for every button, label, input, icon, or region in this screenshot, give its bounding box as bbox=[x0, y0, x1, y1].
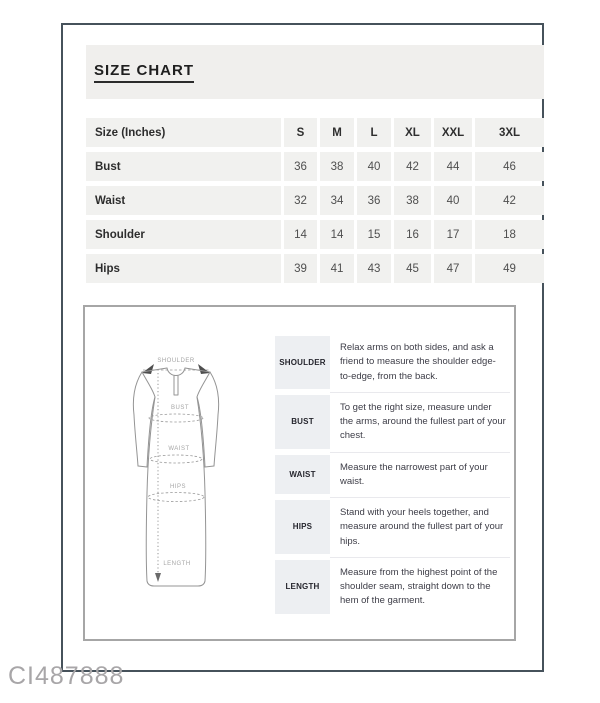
watermark-id: CI487888 bbox=[8, 662, 125, 690]
row-label-bust: Bust bbox=[86, 152, 281, 181]
hips-value: 49 bbox=[472, 254, 544, 283]
bust-value: 40 bbox=[354, 152, 391, 181]
instruction-row-shoulder bbox=[275, 333, 510, 392]
table-row-hips bbox=[86, 254, 544, 283]
hips-value: 47 bbox=[431, 254, 472, 283]
instruction-text: To get the right size, measure under the arms, around the fullest part of your chest. bbox=[330, 392, 510, 452]
size-col-3xl: 3XL bbox=[472, 118, 544, 147]
hips-value: 41 bbox=[317, 254, 354, 283]
instruction-row-length bbox=[275, 557, 510, 617]
waist-value: 36 bbox=[354, 186, 391, 215]
instruction-text: Measure from the highest point of the shoulder seam, straight down to the hem of the garment. bbox=[330, 557, 510, 617]
diagram-waist-label: WAIST bbox=[168, 446, 190, 452]
shoulder-value: 15 bbox=[354, 220, 391, 249]
instruction-label: HIPS bbox=[275, 500, 330, 554]
size-col-xl: XL bbox=[391, 118, 431, 147]
waist-value: 38 bbox=[391, 186, 431, 215]
row-label-hips: Hips bbox=[86, 254, 281, 283]
instruction-row-hips bbox=[275, 497, 510, 557]
bust-value: 36 bbox=[281, 152, 317, 181]
shoulder-value: 14 bbox=[317, 220, 354, 249]
bust-value: 44 bbox=[431, 152, 472, 181]
bust-value: 38 bbox=[317, 152, 354, 181]
diagram-hips-label: HIPS bbox=[169, 484, 187, 490]
instruction-label: LENGTH bbox=[275, 560, 330, 614]
instruction-label: WAIST bbox=[275, 455, 330, 495]
size-table-header-row bbox=[86, 118, 544, 147]
instruction-row-bust bbox=[275, 392, 510, 452]
bust-value: 42 bbox=[391, 152, 431, 181]
shoulder-value: 14 bbox=[281, 220, 317, 249]
hips-value: 45 bbox=[391, 254, 431, 283]
shoulder-value: 18 bbox=[472, 220, 544, 249]
diagram-length-label: LENGTH bbox=[163, 561, 191, 567]
dress-sketch-icon bbox=[130, 353, 230, 593]
measure-guide-panel bbox=[83, 305, 516, 641]
table-row-waist bbox=[86, 186, 544, 215]
diagram-bust-label: BUST bbox=[170, 405, 190, 411]
waist-value: 40 bbox=[431, 186, 472, 215]
size-col-s: S bbox=[281, 118, 317, 147]
size-col-xxl: XXL bbox=[431, 118, 472, 147]
diagram-shoulder-label: SHOULDER bbox=[157, 358, 195, 364]
chart-frame bbox=[61, 23, 544, 672]
bust-value: 46 bbox=[472, 152, 544, 181]
waist-value: 34 bbox=[317, 186, 354, 215]
row-label-waist: Waist bbox=[86, 186, 281, 215]
size-col-l: L bbox=[354, 118, 391, 147]
waist-value: 32 bbox=[281, 186, 317, 215]
hips-value: 43 bbox=[354, 254, 391, 283]
shoulder-value: 17 bbox=[431, 220, 472, 249]
shoulder-value: 16 bbox=[391, 220, 431, 249]
heading-band bbox=[86, 45, 544, 99]
table-row-shoulder bbox=[86, 220, 544, 249]
instruction-label: BUST bbox=[275, 395, 330, 449]
page-title: SIZE CHART bbox=[94, 62, 194, 83]
table-row-bust bbox=[86, 152, 544, 181]
size-col-m: M bbox=[317, 118, 354, 147]
row-label-shoulder: Shoulder bbox=[86, 220, 281, 249]
size-table-header-label: Size (Inches) bbox=[86, 118, 281, 147]
measure-instructions bbox=[275, 307, 514, 639]
instruction-row-waist bbox=[275, 452, 510, 498]
instruction-text: Measure the narrowest part of your waist. bbox=[330, 452, 510, 498]
size-table bbox=[86, 113, 544, 288]
hips-value: 39 bbox=[281, 254, 317, 283]
instruction-text: Relax arms on both sides, and ask a friend to measure the shoulder edge-to-edge, from the back. bbox=[340, 342, 496, 382]
instruction-label: SHOULDER bbox=[275, 336, 330, 389]
dress-diagram bbox=[85, 307, 275, 639]
waist-value: 42 bbox=[472, 186, 544, 215]
instruction-text: Stand with your heels together, and measure around the fullest part of your hips. bbox=[330, 497, 510, 557]
